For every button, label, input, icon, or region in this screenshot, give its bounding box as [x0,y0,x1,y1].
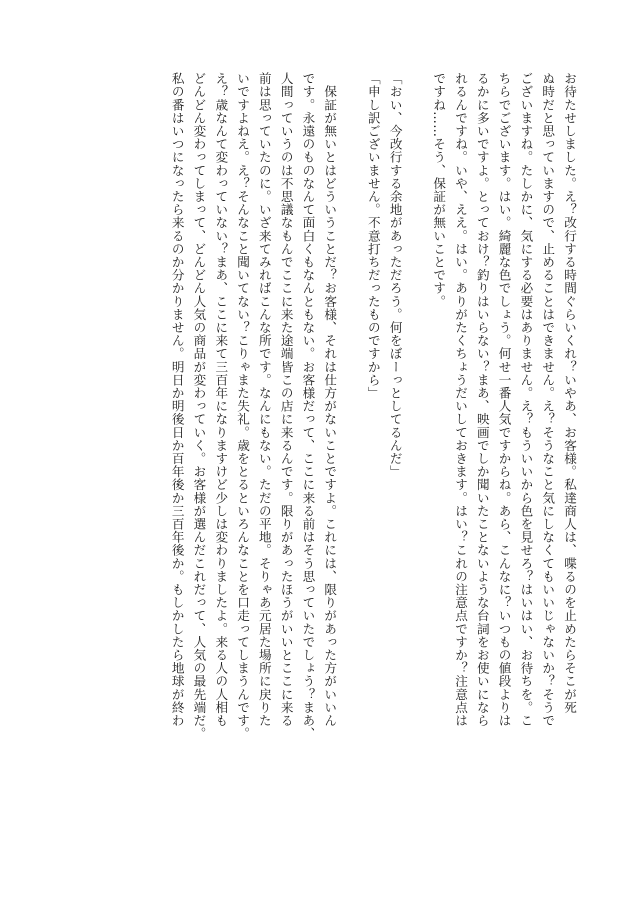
text-line: いですよねえ。え？そんなこと聞いてない？こりゃまた失礼。歳をとるといろんなことを口走ってしまうんです。 [235,72,251,741]
text-line: れるんですね。いや、ええ。はい。ありがたくちょうだいしておきます。はい？これの注意点ですか？注意点は [453,72,469,727]
paragraph-gap [340,72,362,852]
text-line: どんどん変わってしまって、どんどん人気の商品が変わっていく。お客様が選んだこれだって、人気の最先端だ。 [191,72,207,741]
text-line: 前は思っていたのに。いざ来てみればこんな所です。なんにもない。ただの平地。そりゃあ元居た場所に戻りた [256,72,272,727]
text-line: るかに多いですよ。とっておけ？釣りはいらない？まあ、映画でしか聞いたことないような台詞をお使いになら [474,72,490,727]
text-line: ちらでございます。はい。綺麗な色でしょう。何せ一番人気ですからね。あら、こんなに？いつもの値段よりは [496,72,512,727]
vertical-text-body [60,72,580,852]
text-line: 人間っていうのは不思議なもんでここに来た途端皆この店に来るんです。限りがあったほうがいいとここに来る [278,72,294,727]
text-line: 保証が無いとはどういうことだ？お客様、それは仕方がないことですよ。これには、限りがあった方がいいん [322,72,338,727]
text-line: お待たせしました。え？改行する時間ぐらいくれ？いやあ、お客様。私達商人は、喋るのを止めたらそこが死 [562,72,577,714]
text-line: 私の番はいつになったら来るのか分かりません。明日か明後日か百年後か三百年後か。もしかしたら地球が終わ [169,72,185,727]
text-line: です。永遠のものなんて面白くもなんともない。お客様だって、ここに来る前はそう思っていたでしょう？まあ、 [300,72,316,741]
text-line: ございますね。たしかに、気にする必要はありません。え？もういいから色を見せろ？はいはい、お待ちを。こ [518,72,534,727]
paragraph-gap [406,72,428,852]
dialogue-line: 「おい、今改行する余地があっただろう。何をぼーっとしてるんだ」 [387,72,403,479]
text-line: ぬ時だと思っていますので、止めることはできません。え？そうなこと気にしなくてもいいじゃないか？そうで [540,72,556,727]
text-line: ですね……そう、保証が無いことです。 [431,72,447,308]
dialogue-line: 「申し訳ございません。不意打ちだったものですから」 [365,72,381,400]
text-line: え？歳なんて変わっていない？まあ、ここに来て三百年になりますけど少しは変わりましたよ。来る人の人相も [213,72,229,727]
